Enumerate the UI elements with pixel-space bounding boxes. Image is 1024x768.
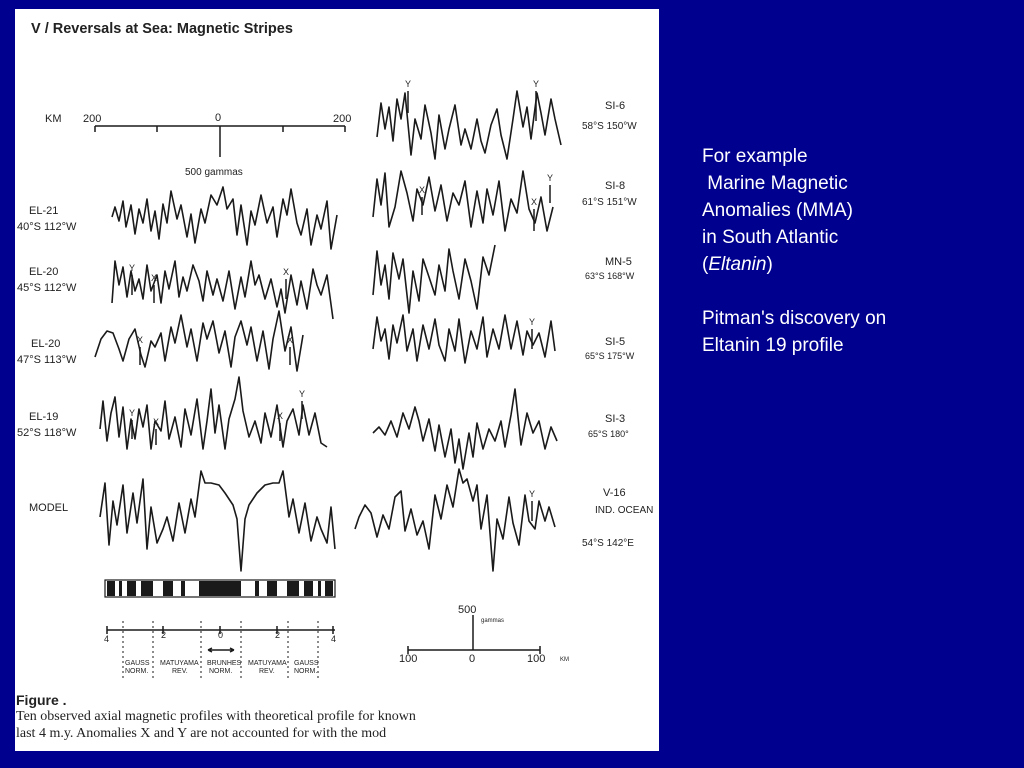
profile-trace-si6 xyxy=(377,91,561,159)
left-scale-bar xyxy=(45,112,351,178)
marker-arrows xyxy=(132,91,550,521)
left-profile-coords: 52°S 118°W xyxy=(17,427,77,439)
epoch-polarity: REV. xyxy=(172,668,188,675)
ship-name: Eltanin xyxy=(708,254,767,275)
right-profile-name: SI-3 xyxy=(605,413,626,425)
left-profile-name: EL-20 xyxy=(31,338,61,350)
right-profile-coords: 54°S 142°E xyxy=(582,538,634,549)
right-profile-coords: 61°S 151°W xyxy=(582,197,637,208)
y-marker: Y xyxy=(533,79,540,89)
epoch-name: GAUSS xyxy=(125,660,150,667)
right-scale-right: 100 xyxy=(527,653,546,665)
caption-line: last 4 m.y. Anomalies X and Y are not accounted for with the mod xyxy=(16,726,387,741)
right-profile-name: SI-6 xyxy=(605,100,626,112)
slide-text xyxy=(702,143,1002,359)
paren-open: ( xyxy=(702,254,709,275)
scale-right-label: 200 xyxy=(333,113,352,125)
left-profile-name: EL-21 xyxy=(29,205,59,217)
scale-gammas-label: 500 gammas xyxy=(185,167,243,178)
timescale-tick: 2 xyxy=(275,630,281,640)
right-scale-bar xyxy=(399,604,569,665)
right-profile-name: V-16 xyxy=(603,487,626,499)
profile-trace-si3 xyxy=(373,389,557,469)
profile-trace-mn5 xyxy=(373,245,495,313)
scale-center-label: 0 xyxy=(215,112,222,124)
right-profile-coords: 65°S 180° xyxy=(588,429,629,439)
figure-title: V / Reversals at Sea: Magnetic Stripes xyxy=(31,21,293,37)
y-marker: Y xyxy=(299,389,306,399)
right-profile-name: SI-8 xyxy=(605,180,626,192)
profile-trace-el20a xyxy=(112,261,333,319)
right-profile-name: MN-5 xyxy=(605,256,632,268)
figure-drawing xyxy=(15,9,659,751)
scale-unit-km: KM xyxy=(45,113,62,125)
epoch-polarity: NORM. xyxy=(125,668,149,675)
right-profile-coords: 65°S 175°W xyxy=(585,351,635,361)
profile-trace-el21 xyxy=(112,187,337,249)
x-marker: X xyxy=(277,411,284,421)
y-marker: Y xyxy=(405,79,412,89)
epoch-polarity: NORM. xyxy=(209,668,233,675)
profile-trace-el20b xyxy=(95,311,303,371)
right-profile-region: IND. OCEAN xyxy=(595,505,654,516)
right-profile-name: SI-5 xyxy=(605,336,626,348)
caption-line: Ten observed axial magnetic profiles with theoretical profile for known xyxy=(16,709,416,724)
slide-text-line: Anomalies (MMA) xyxy=(702,200,853,221)
right-scale-center: 0 xyxy=(469,653,476,665)
right-profile-coords: 58°S 150°W xyxy=(582,121,637,132)
left-profile-coords: 45°S 112°W xyxy=(17,282,77,294)
profile-trace-v16 xyxy=(355,469,555,571)
scale-bar-line xyxy=(95,126,345,157)
epoch-polarity: REV. xyxy=(259,668,275,675)
left-profile-name: MODEL xyxy=(29,502,69,514)
left-profile-labels xyxy=(17,205,77,514)
right-profile-labels xyxy=(582,100,653,549)
x-marker: X xyxy=(531,197,538,207)
slide-text-line: in South Atlantic xyxy=(702,227,839,248)
y-marker: Y xyxy=(529,489,536,499)
right-scale-left: 100 xyxy=(399,653,418,665)
reversal-stripe-bar xyxy=(105,580,335,597)
brunhes-arrow xyxy=(208,648,234,652)
right-scale-unit: KM xyxy=(560,657,569,663)
left-profile-coords: 47°S 113°W xyxy=(17,354,77,366)
magnetic-profile-traces xyxy=(95,91,561,571)
left-profile-name: EL-19 xyxy=(29,411,59,423)
y-marker: Y xyxy=(129,263,136,273)
timescale-tick: 4 xyxy=(331,634,337,644)
profile-trace-model xyxy=(100,471,335,571)
left-profile-coords: 40°S 112°W xyxy=(17,221,77,233)
x-marker: X xyxy=(287,335,294,345)
slide-text-line: Marine Magnetic xyxy=(702,173,848,194)
slide-text-line: Pitman's discovery on xyxy=(702,308,887,329)
epoch-name: MATUYAMA xyxy=(160,660,199,667)
x-marker: X xyxy=(283,267,290,277)
x-marker: X xyxy=(153,417,160,427)
epoch-name: MATUYAMA xyxy=(248,660,287,667)
figure-caption xyxy=(15,692,659,742)
timescale-tick: 0 xyxy=(218,630,224,640)
epoch-polarity: NORM. xyxy=(294,668,318,675)
slide-text-line: Eltanin 19 profile xyxy=(702,335,844,356)
profile-trace-si8 xyxy=(373,171,553,231)
right-profile-coords: 63°S 168°W xyxy=(585,271,635,281)
left-profile-name: EL-20 xyxy=(29,266,59,278)
figure-panel xyxy=(15,9,659,751)
slide-text-spacer xyxy=(702,278,1002,305)
slide-text-line xyxy=(702,251,1002,278)
slide-text-line: For example xyxy=(702,146,808,167)
scale-left-label: 200 xyxy=(83,113,102,125)
y-marker: Y xyxy=(129,408,136,418)
y-marker: Y xyxy=(529,317,536,327)
epoch-name: GAUSS xyxy=(294,660,319,667)
paren-close: ) xyxy=(766,254,773,275)
x-marker: X xyxy=(419,185,426,195)
right-scale-gammas: gammas xyxy=(481,618,505,624)
profile-trace-si5 xyxy=(373,315,555,363)
anomaly-markers xyxy=(129,79,553,521)
y-marker: Y xyxy=(547,173,554,183)
x-marker: X xyxy=(137,335,144,345)
x-marker: X xyxy=(151,273,158,283)
timescale-tick: 4 xyxy=(104,634,110,644)
caption-heading: Figure . xyxy=(16,692,67,708)
right-scale-value: 500 xyxy=(458,604,477,616)
timescale-tick: 2 xyxy=(161,630,167,640)
timescale-axis xyxy=(104,621,336,681)
epoch-name: BRUNHES xyxy=(207,660,242,667)
